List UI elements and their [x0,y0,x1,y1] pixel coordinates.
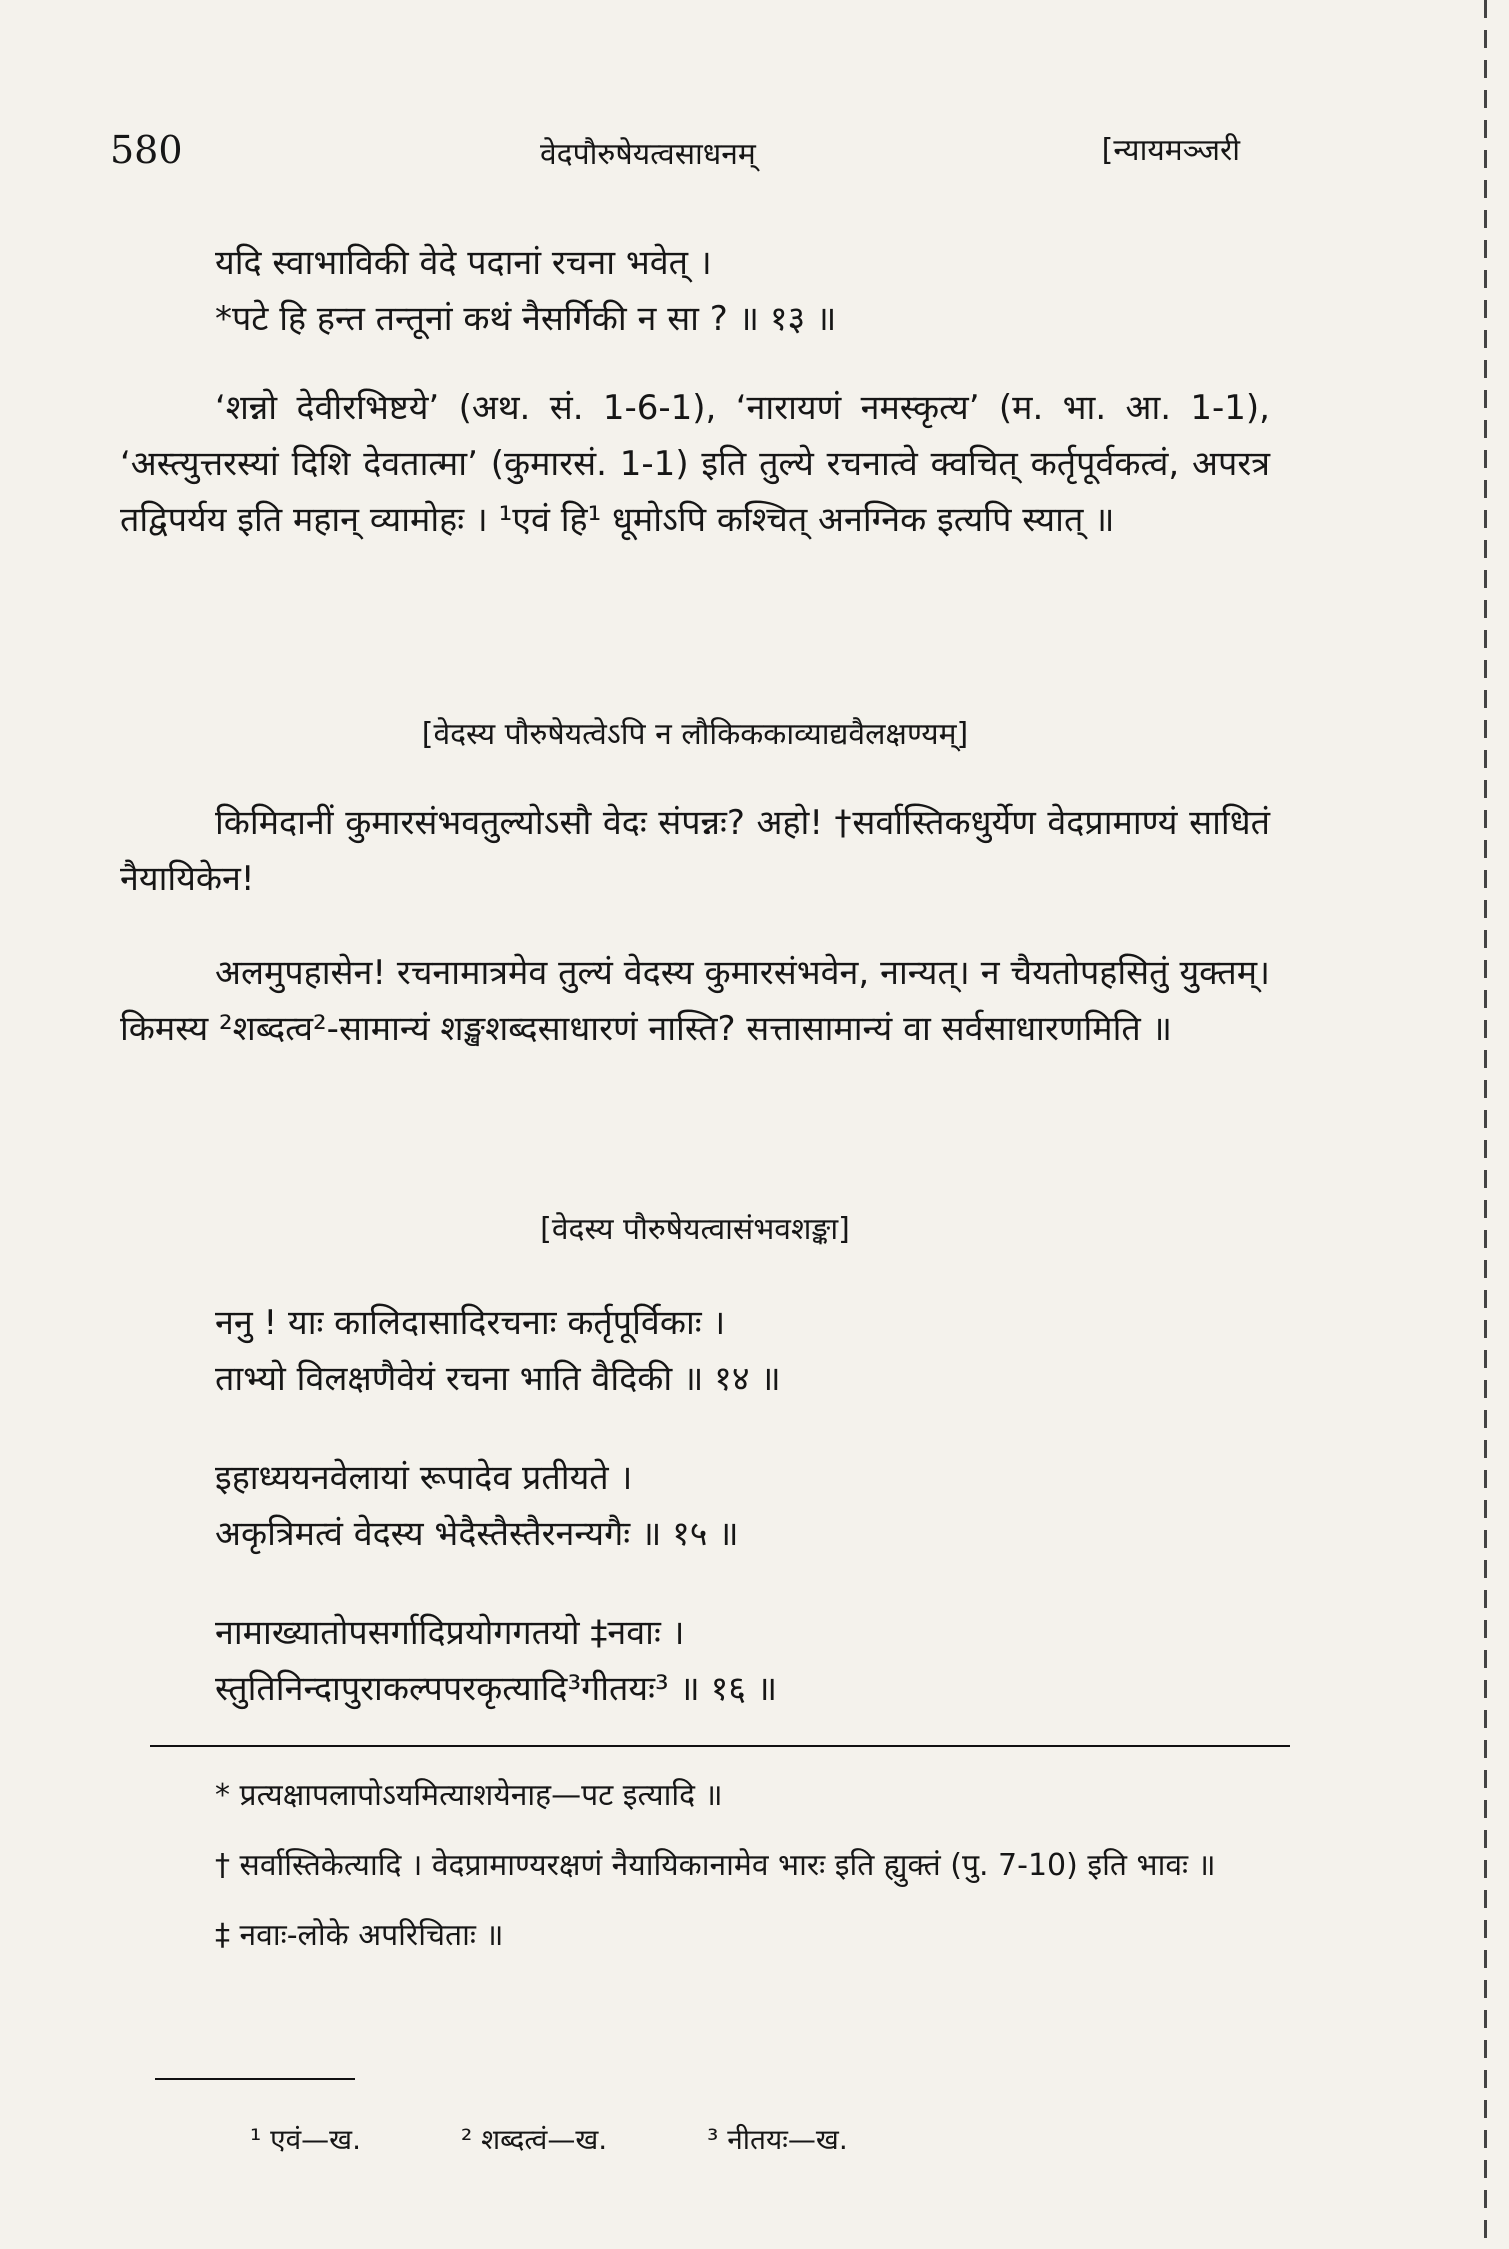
verse-line: ननु ! याः कालिदासादिरचनाः कर्तृपूर्विकाः । [215,1303,726,1343]
section-heading: [वेदस्य पौरुषेयत्वेऽपि न लौकिककाव्याद्यवैलक्षण्यम्] [421,717,969,752]
verse-line: *पटे हि हन्त तन्तूनां कथं नैसर्गिकी न सा ? ॥ १३ ॥ [215,299,837,339]
verse-16 [120,1605,1270,1717]
verse-line: ताभ्यो विलक्षणैवेयं रचना भाति वैदिकी ॥ १४ ॥ [215,1359,781,1399]
variant-reading: ³ नीतयः—ख. [707,2123,848,2156]
section-heading-1 [120,710,1270,760]
paragraph-1 [120,380,1270,548]
verse-line: इहाध्ययनवेलायां रूपादेव प्रतीयते । [215,1458,633,1498]
paragraph-text: अलमुपहासेन! रचनामात्रमेव तुल्यं वेदस्य कुमारसंभवेन, नान्यत्। न चैयतोपहसितुं युक्तम्। किमस्य ²शब्दत्व²-सामान्यं शङ्खशब्दसाधारणं नास्ति? सत्तासामान्यं वा सर्वसाधारणमिति ॥ [120,953,1270,1049]
variant-reading: ² शब्दत्वं—ख. [460,2123,608,2156]
variant-rule [155,2078,355,2080]
page-number: 580 [110,128,183,172]
footnote: † सर्वास्तिकेत्यादि । वेदप्रामाण्यरक्षणं नैयायिकानामेव भारः इति ह्युक्तं (पु. 7-10) इति भावः ॥ [215,1848,1216,1883]
footnote: * प्रत्यक्षापलापोऽयमित्याशयेनाह—पट इत्यादि ॥ [215,1778,723,1813]
footnote: ‡ नवाः-लोके अपरिचिताः ॥ [215,1918,504,1953]
book-title: [न्यायमञ्जरी [1101,133,1240,168]
paragraph-text: ‘शन्नो देवीरभिष्टये’ (अथ. सं. 1-6-1), ‘नारायणं नमस्कृत्य’ (म. भा. आ. 1-1), ‘अस्त्युत्तरस्यां दिशि देवतात्मा’ (कुमारसं. 1-1) इति तुल्ये रचनात्वे क्वचित् कर्तृपूर्वकत्वं, अपरत्र तद्विपर्यय इति महान् व्यामोहः । ¹एवं हि¹ धूमोऽपि कश्चित् अनग्निक इत्यपि स्यात् ॥ [120,388,1270,540]
footnote-rule [150,1745,1290,1747]
verse-14 [120,1295,1270,1407]
paragraph-3 [120,945,1270,1057]
verse-15 [120,1450,1270,1562]
paragraph-text: किमिदानीं कुमारसंभवतुल्योऽसौ वेदः संपन्नः? अहो! †सर्वास्तिकधुर्येण वेदप्रामाण्यं साधितं नैयायिकेन! [120,803,1270,899]
verse-line: यदि स्वाभाविकी वेदे पदानां रचना भवेत् । [215,243,712,283]
variant-readings [250,2120,848,2158]
section-heading: [वेदस्य पौरुषेयत्वासंभवशङ्का] [540,1212,850,1247]
paragraph-2 [120,795,1270,907]
verse-line: नामाख्यातोपसर्गादिप्रयोगगतयो ‡नवाः । [215,1613,685,1653]
verse-13 [120,235,1270,347]
section-heading-2 [120,1205,1270,1255]
page-edge [1484,0,1487,2249]
variant-reading: ¹ एवं—ख. [250,2123,361,2156]
running-title: वेदपौरुषेयत्वसाधनम् [540,137,756,172]
footnotes [120,1770,1270,1962]
page-header [110,128,1260,188]
verse-line: अकृत्रिमत्वं वेदस्य भेदैस्तैस्तैरनन्यगैः ॥ १५ ॥ [215,1514,739,1554]
verse-line: स्तुतिनिन्दापुराकल्पपरकृत्यादि³गीतयः³ ॥ १६ ॥ [215,1669,778,1709]
